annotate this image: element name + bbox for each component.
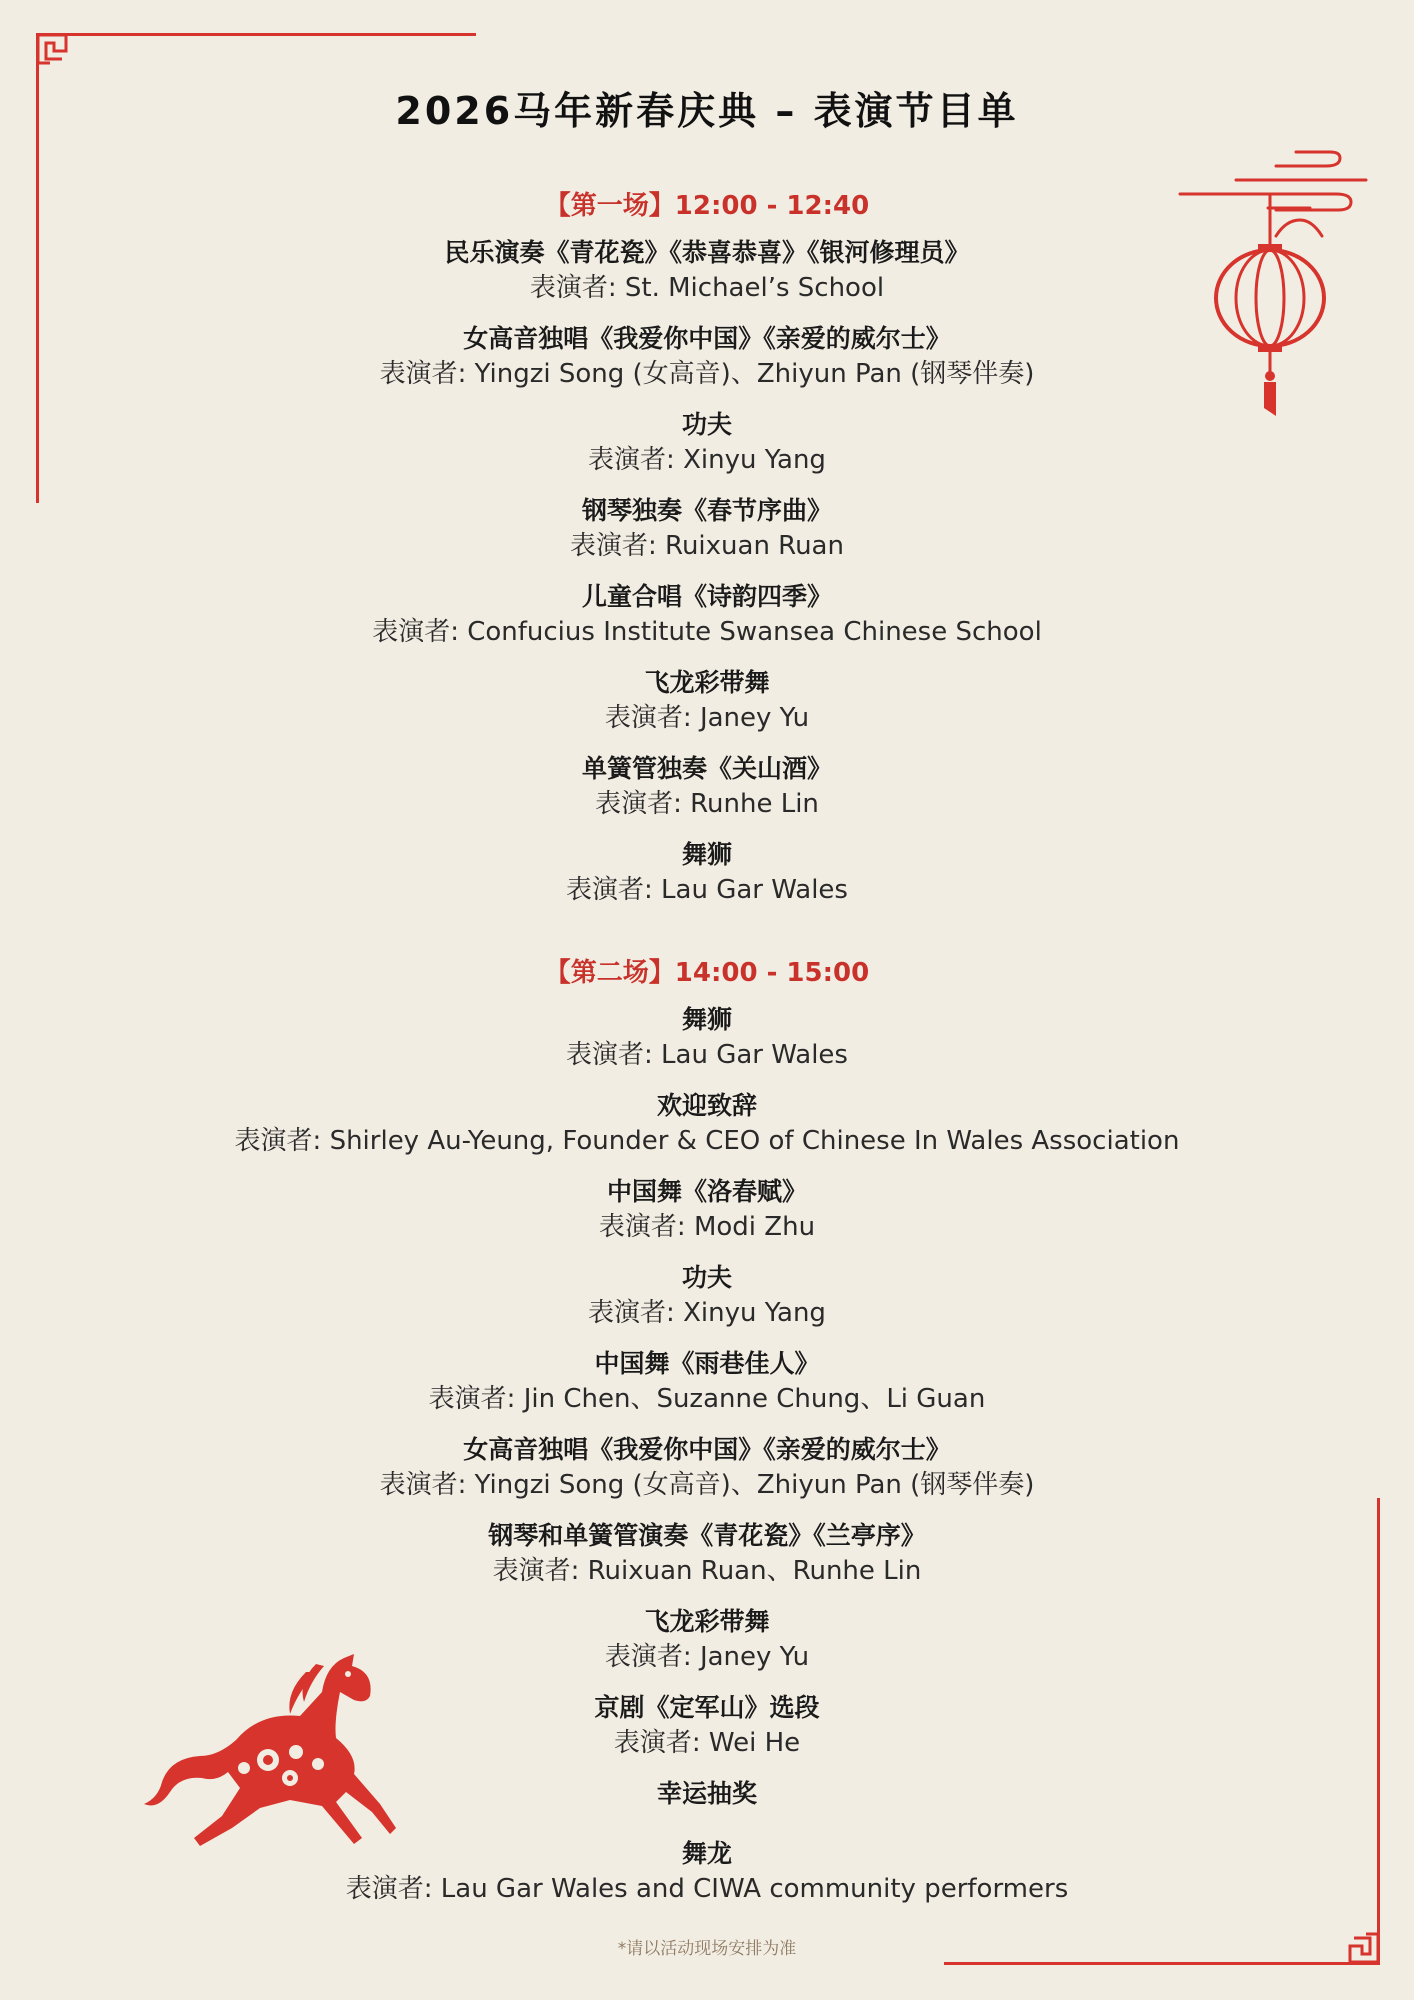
item-title: 京剧《定军山》选段 [594,1693,820,1722]
program-item [0,1433,1414,1503]
frame-line-top-left-h [36,33,476,36]
item-performer: 表演者: Yingzi Song (女高音)、Zhiyun Pan (钢琴伴奏) [379,1470,1035,1500]
item-title: 儿童合唱《诗韵四季》 [581,582,832,611]
program-item [0,1837,1414,1907]
session-2 [0,952,1414,1923]
item-performer: 表演者: Modi Zhu [598,1212,816,1242]
item-performer: 表演者: Wei He [613,1728,801,1758]
item-performer: 表演者: Xinyu Yang [588,445,826,475]
item-title: 舞狮 [681,1005,732,1034]
item-title: 功夫 [681,1263,732,1292]
item-performer: 表演者: Lau Gar Wales [566,1040,848,1070]
item-performer: 表演者: Jin Chen、Suzanne Chung、Li Guan [428,1384,986,1414]
item-title: 中国舞《洛春赋》 [606,1177,807,1206]
program-item [0,408,1414,478]
program-item [0,1089,1414,1159]
item-performer: 表演者: Confucius Institute Swansea Chinese School [372,617,1042,647]
item-title: 单簧管独奏《关山酒》 [581,754,832,783]
item-performer: 表演者: Runhe Lin [595,789,819,819]
program-item [0,1261,1414,1331]
program-item [0,1519,1414,1589]
footnote: *请以活动现场安排为准 [617,1939,797,1959]
item-title: 钢琴独奏《春节序曲》 [581,496,832,525]
item-title: 钢琴和单簧管演奏《青花瓷》《兰亭序》 [488,1521,926,1550]
item-title: 中国舞《雨巷佳人》 [594,1349,820,1378]
program-item [0,494,1414,564]
program-item [0,1605,1414,1675]
session-1 [0,185,1414,924]
session-heading: 【第二场】14:00 - 15:00 [544,958,870,988]
item-performer: 表演者: St. Michael’s School [529,273,885,303]
item-performer: 表演者: Ruixuan Ruan [570,531,844,561]
item-title: 功夫 [681,410,732,439]
item-title: 欢迎致辞 [656,1091,757,1120]
item-performer: 表演者: Janey Yu [604,1642,810,1672]
program-item [0,322,1414,392]
item-title: 舞龙 [681,1839,732,1868]
corner-fret-icon [36,33,70,67]
item-title: 民乐演奏《青花瓷》《恭喜恭喜》《银河修理员》 [444,238,970,267]
session-heading: 【第一场】12:00 - 12:40 [544,191,870,221]
program-item [0,838,1414,908]
program-item [0,580,1414,650]
program-item [0,236,1414,306]
item-title: 舞狮 [681,840,732,869]
item-performer: 表演者: Janey Yu [604,703,810,733]
program-item [0,1003,1414,1073]
program-item [0,752,1414,822]
frame-line-bottom-right-h [944,1962,1380,1965]
program-item [0,666,1414,736]
item-title: 女高音独唱《我爱你中国》《亲爱的威尔士》 [463,1435,951,1464]
program-item [0,1175,1414,1245]
item-performer: 表演者: Ruixuan Ruan、Runhe Lin [492,1556,922,1586]
item-title: 女高音独唱《我爱你中国》《亲爱的威尔士》 [463,324,951,353]
item-title: 幸运抽奖 [656,1779,757,1808]
item-title: 飞龙彩带舞 [644,1607,770,1636]
item-performer: 表演者: Shirley Au-Yeung, Founder & CEO of Chinese In Wales Association [234,1126,1180,1156]
item-performer: 表演者: Lau Gar Wales and CIWA community performers [345,1874,1069,1904]
item-title: 飞龙彩带舞 [644,668,770,697]
program-item [0,1347,1414,1417]
program-item [0,1691,1414,1761]
program-item [0,1777,1414,1811]
item-performer: 表演者: Lau Gar Wales [566,875,848,905]
item-performer: 表演者: Xinyu Yang [588,1298,826,1328]
page-title: 2026马年新春庆典 – 表演节目单 [395,89,1019,133]
item-performer: 表演者: Yingzi Song (女高音)、Zhiyun Pan (钢琴伴奏) [379,359,1035,389]
